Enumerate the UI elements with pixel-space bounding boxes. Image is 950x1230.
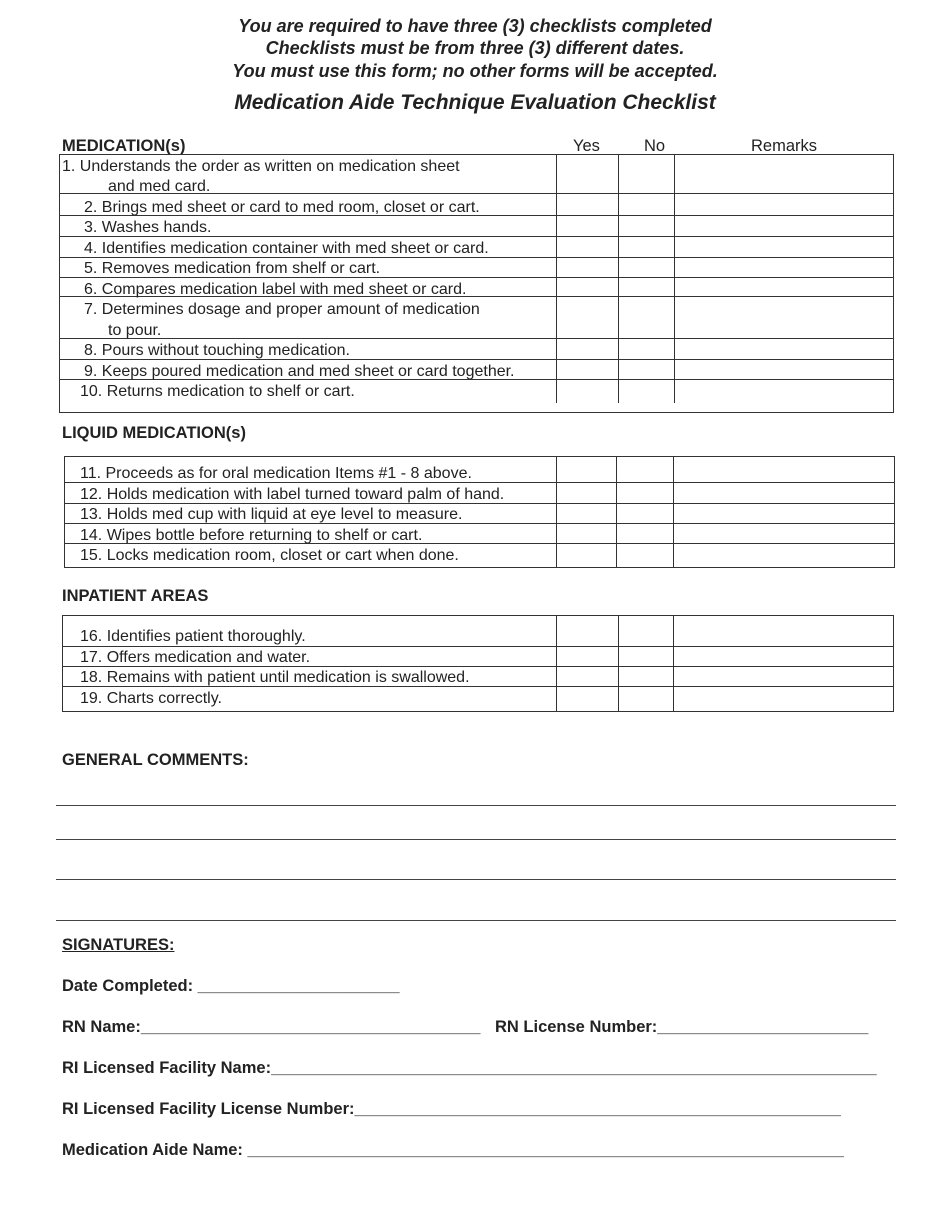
checklist-item-15: 15. Locks medication room, closet or cart when done.: [80, 547, 459, 564]
checklist-item-9: 9. Keeps poured medication and med sheet or card together.: [84, 363, 515, 380]
checklist-item-6: 6. Compares medication label with med sheet or card.: [84, 281, 467, 298]
checklist-item-14: 14. Wipes bottle before returning to shelf or cart.: [80, 527, 423, 544]
checklist-item-19: 19. Charts correctly.: [80, 690, 222, 707]
instruction-line-3: You must use this form; no other forms will be accepted.: [232, 61, 718, 81]
facility-license-number-field[interactable]: RI Licensed Facility License Number:_____________________________________________________: [62, 1100, 841, 1118]
no-column-header: No: [644, 137, 666, 155]
instruction-line-2: Checklists must be from three (3) different dates.: [265, 38, 685, 58]
facility-name-field[interactable]: RI Licensed Facility Name:__________________________________________________________________: [62, 1059, 877, 1077]
date-completed-field[interactable]: Date Completed: ______________________: [62, 977, 400, 995]
comment-line[interactable]: [56, 920, 896, 921]
comment-line[interactable]: [56, 805, 896, 806]
checklist-item-1: 1. Understands the order as written on medication sheet: [62, 158, 460, 175]
signatures-title: SIGNATURES:: [62, 936, 175, 954]
liquid-section-title: LIQUID MEDICATION(s): [62, 424, 246, 442]
checklist-item-3: 3. Washes hands.: [84, 219, 212, 236]
checklist-item-2: 2. Brings med sheet or card to med room, closet or cart.: [84, 199, 480, 216]
page-title: Medication Aide Technique Evaluation Checklist: [234, 91, 716, 114]
checklist-item-7: 7. Determines dosage and proper amount of medication: [84, 301, 480, 318]
checklist-item-10: 10. Returns medication to shelf or cart.: [80, 383, 355, 400]
checklist-item-16: 16. Identifies patient thoroughly.: [80, 628, 306, 645]
comment-line[interactable]: [56, 839, 896, 840]
checklist-item-4: 4. Identifies medication container with med sheet or card.: [84, 240, 489, 257]
yes-column-header: Yes: [573, 137, 600, 155]
rn-license-number-field[interactable]: RN License Number:_______________________: [495, 1018, 869, 1036]
checklist-item-18: 18. Remains with patient until medication is swallowed.: [80, 669, 470, 686]
checklist-item-7-cont: to pour.: [108, 322, 162, 339]
medication-aide-name-field[interactable]: Medication Aide Name: _________________________________________________________________: [62, 1141, 844, 1159]
medication-section-title: MEDICATION(s): [62, 137, 186, 155]
checklist-item-12: 12. Holds medication with label turned toward palm of hand.: [80, 486, 505, 503]
checklist-item-1-cont: and med card.: [108, 178, 211, 195]
general-comments-title: GENERAL COMMENTS:: [62, 751, 249, 769]
remarks-column-header: Remarks: [751, 137, 818, 155]
comment-line[interactable]: [56, 879, 896, 880]
checklist-item-5: 5. Removes medication from shelf or cart.: [84, 260, 381, 277]
checklist-item-8: 8. Pours without touching medication.: [84, 342, 350, 359]
checklist-item-13: 13. Holds med cup with liquid at eye level to measure.: [80, 506, 463, 523]
instruction-line-1: You are required to have three (3) checklists completed: [238, 16, 712, 36]
inpatient-section-title: INPATIENT AREAS: [62, 587, 209, 605]
checklist-item-17: 17. Offers medication and water.: [80, 649, 311, 666]
checklist-item-11: 11. Proceeds as for oral medication Items #1 - 8 above.: [80, 465, 472, 482]
rn-name-field[interactable]: RN Name:_____________________________________: [62, 1018, 481, 1036]
